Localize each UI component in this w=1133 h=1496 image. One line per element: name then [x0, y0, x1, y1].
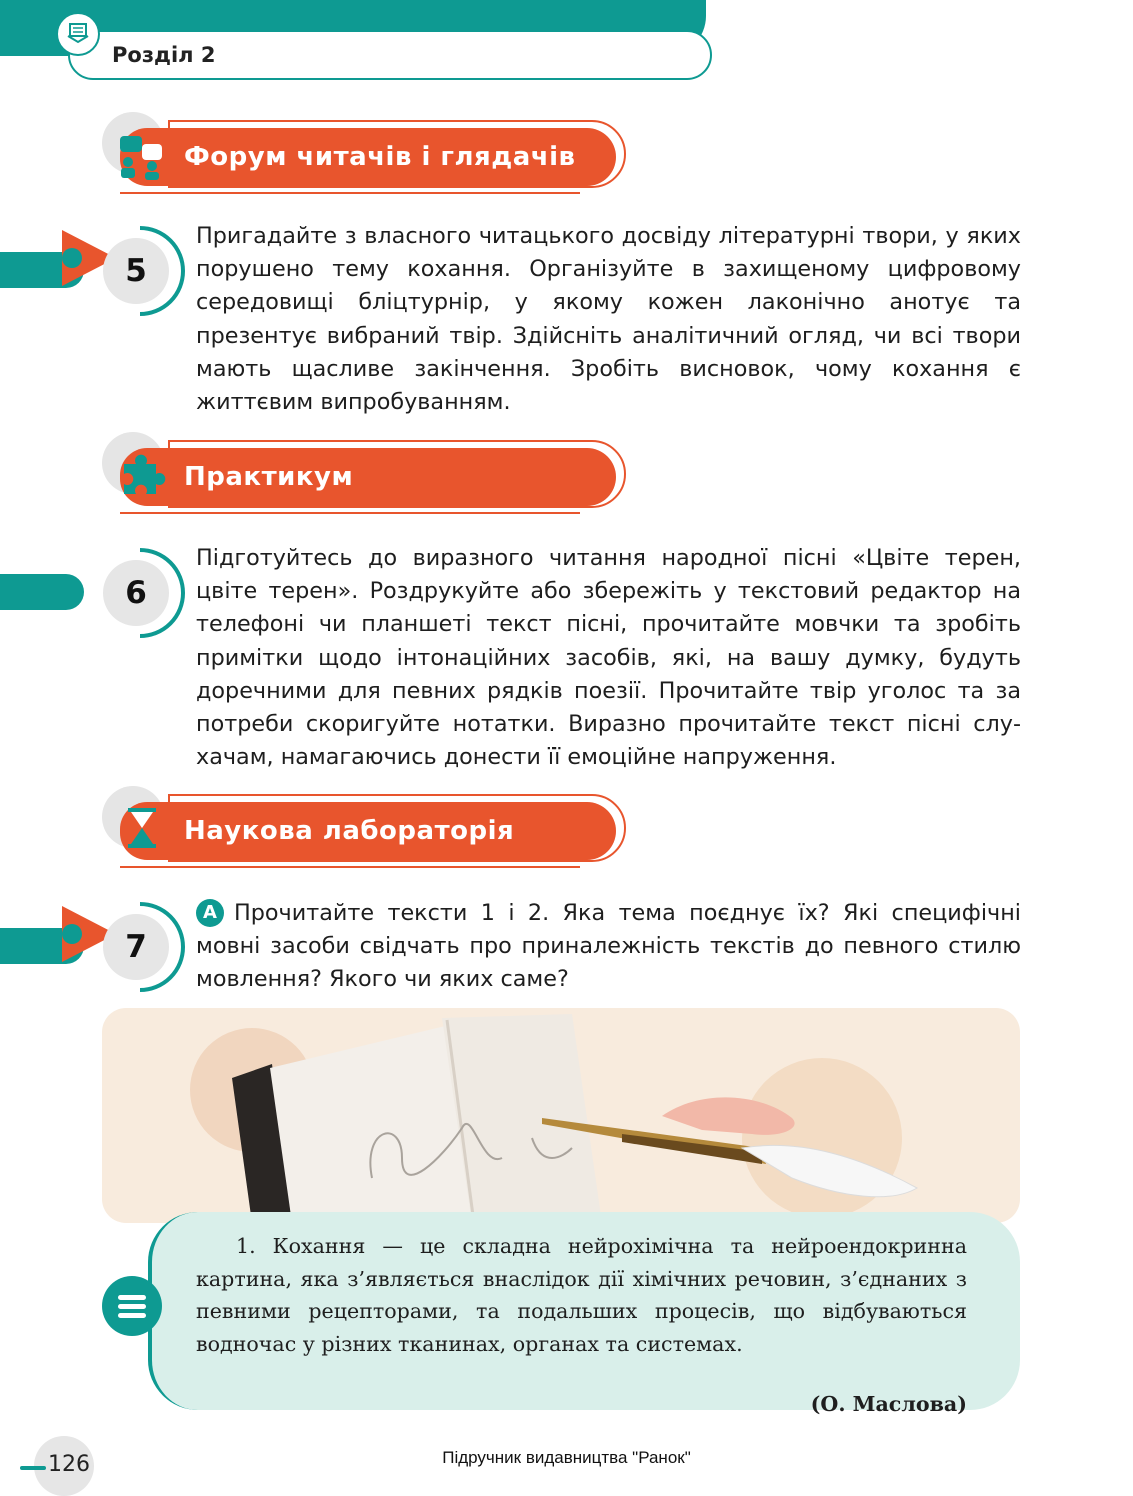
banner-forum [120, 120, 626, 194]
banner-lab-label: Наукова лабораторія [184, 816, 515, 846]
task-marker-bar [0, 574, 84, 610]
task-number: 6 [103, 560, 169, 626]
book-pen-illustration [102, 1008, 1020, 1223]
publisher-note: Підручник видавництва "Ранок" [442, 1448, 691, 1467]
banner-lab [120, 794, 626, 868]
hourglass-icon [116, 802, 168, 854]
quote-text: 1. Кохання — це складна нейрохімічна та нейроендокринна картина, яка з’являється внаслідок дії хімічних речовин, з’єднаних з певними рецепторами, та подальших процесів, що відбуваються водночас у різних тканинах, органах та системах. [196, 1234, 967, 1356]
badge-a: А [196, 899, 224, 927]
people-chat-icon [116, 130, 168, 182]
task-6-text: Підготуйтесь до виразного читання народної пісні «Цвіте терен, цвіте терен». Роздрукуйте або збережіть у текстовий редактор на телефоні чи планшеті текст пісні, прочитайте мовчки та зробіть примітки щодо інтонаційних засобів, які, на вашу думку, будуть доречними для певних рядків поезії. Прочитайте твір уголос та за потреби скоригуйте нотатки. Виразно прочитайте текст пісні слухачам, намагаючись донести її емоційне напруження. [196, 545, 1021, 771]
section-title: Розділ 2 [112, 43, 216, 67]
task-7-text [196, 897, 1021, 997]
task-7-body: Прочитайте тексти 1 і 2. Яка тема поєднує їх? Які специфічні мовні засоби свідчать про приналежність текстів до певного стилю мовлення? Якого чи яких саме? [196, 900, 1021, 993]
page-number: 126 [48, 1452, 90, 1477]
quote-author: (О. Маслова) [810, 1392, 967, 1416]
task-number: 5 [103, 238, 169, 304]
task-number: 7 [103, 914, 169, 980]
banner-practicum [120, 440, 626, 514]
task-5-text: Пригадайте з власного читацького досвіду літературні твори, у яких порушено тему кохання. Організуйте в захищеному цифровому середовищі бліцтурнір, у якому кожен лаконічно анотує та презентує вибраний твір. Здійсніть аналітичний огляд, чи всі твори мають щасливе закінчення. Зробіть висновок, чому кохання є життєвим випробуванням. [196, 223, 1021, 416]
banner-practicum-label: Практикум [184, 462, 354, 492]
menu-lines-icon [102, 1276, 162, 1336]
puzzle-icon [116, 450, 168, 502]
book-icon [56, 12, 100, 56]
banner-forum-label: Форум читачів і глядачів [184, 142, 576, 172]
